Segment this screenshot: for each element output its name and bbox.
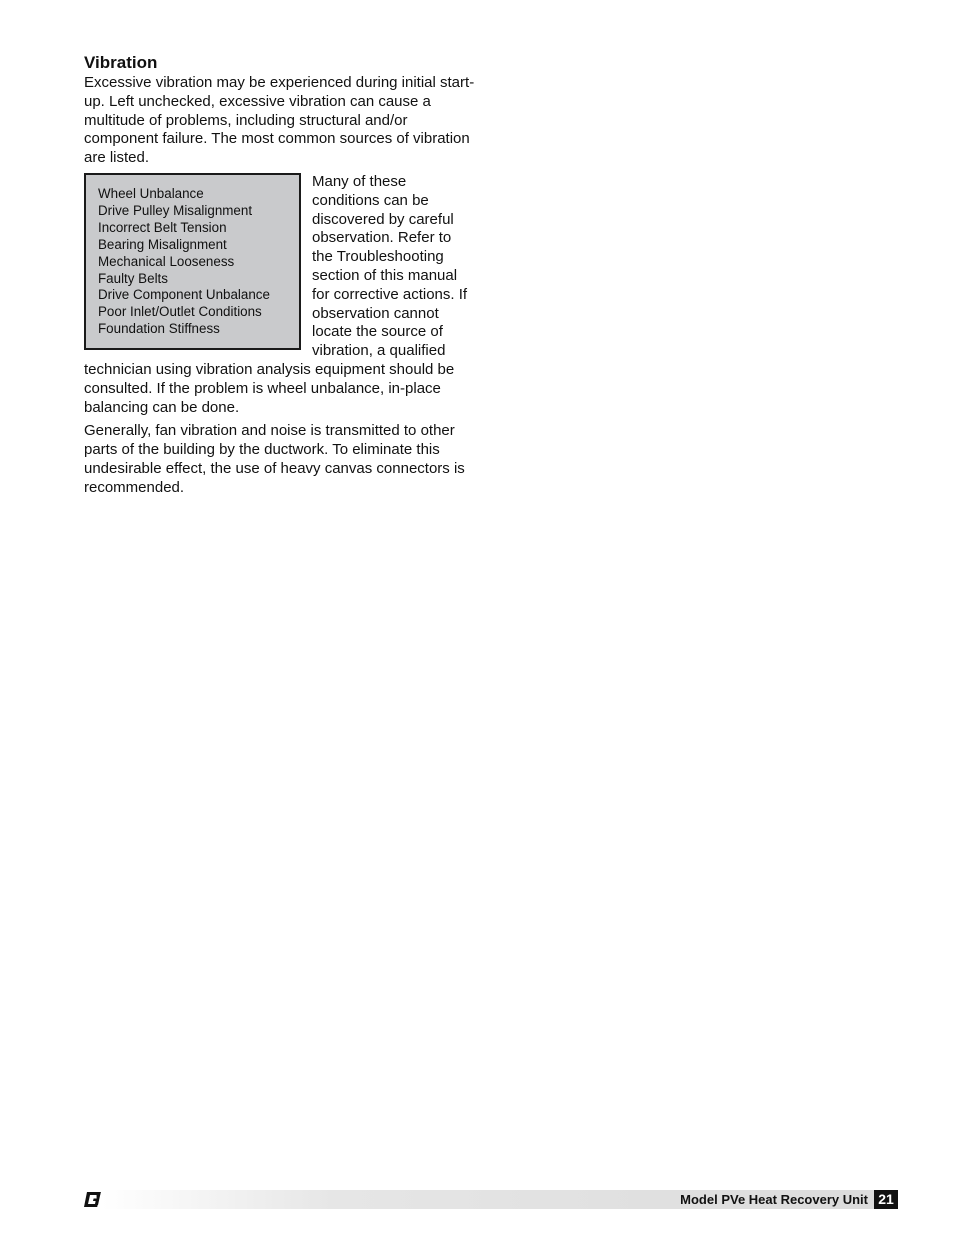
page-footer [84,1190,898,1209]
cause-item: Bearing Misalignment [98,236,227,252]
cause-item: Poor Inlet/Outlet Conditions [98,304,262,320]
cause-item: Faulty Belts [98,270,168,286]
vibration-causes-box [84,173,301,350]
cause-item: Foundation Stiffness [98,321,220,337]
cause-item: Wheel Unbalance [98,185,204,201]
observation-block [84,173,476,422]
cause-item: Drive Pulley Misalignment [98,202,253,218]
cause-item: Incorrect Belt Tension [98,219,227,235]
section-heading: Vibration [84,53,158,72]
ductwork-paragraph: Generally, fan vibration and noise is transmitted to other parts of the building by the ductwork. To eliminate this undesirable effect, the use of heavy canvas connectors is recommended. [84,422,465,496]
footer-model-title: Model PVe Heat Recovery Unit [680,1192,868,1207]
observation-paragraph: Many of these conditions can be discovered by careful observation. Refer to the Troubleshooting section of this manual for corrective actions. If observation cannot locate the source of vibration, a qualified technician using vibration analysis equipment should be consulted. If the problem is wheel unbalance, in-place balancing can be done. [84,172,468,416]
intro-paragraph: Excessive vibration may be experienced during initial start-up. Left unchecked, excessive vibration can cause a multitude of problems, including structural and/or component failure. The most common sources of vibration are listed. [84,74,475,167]
cause-item: Drive Component Unbalance [98,287,270,303]
greenheck-g-logo-icon [84,1191,102,1208]
page-number: 21 [874,1190,898,1209]
vibration-section [84,52,476,503]
cause-item: Mechanical Looseness [98,253,235,269]
